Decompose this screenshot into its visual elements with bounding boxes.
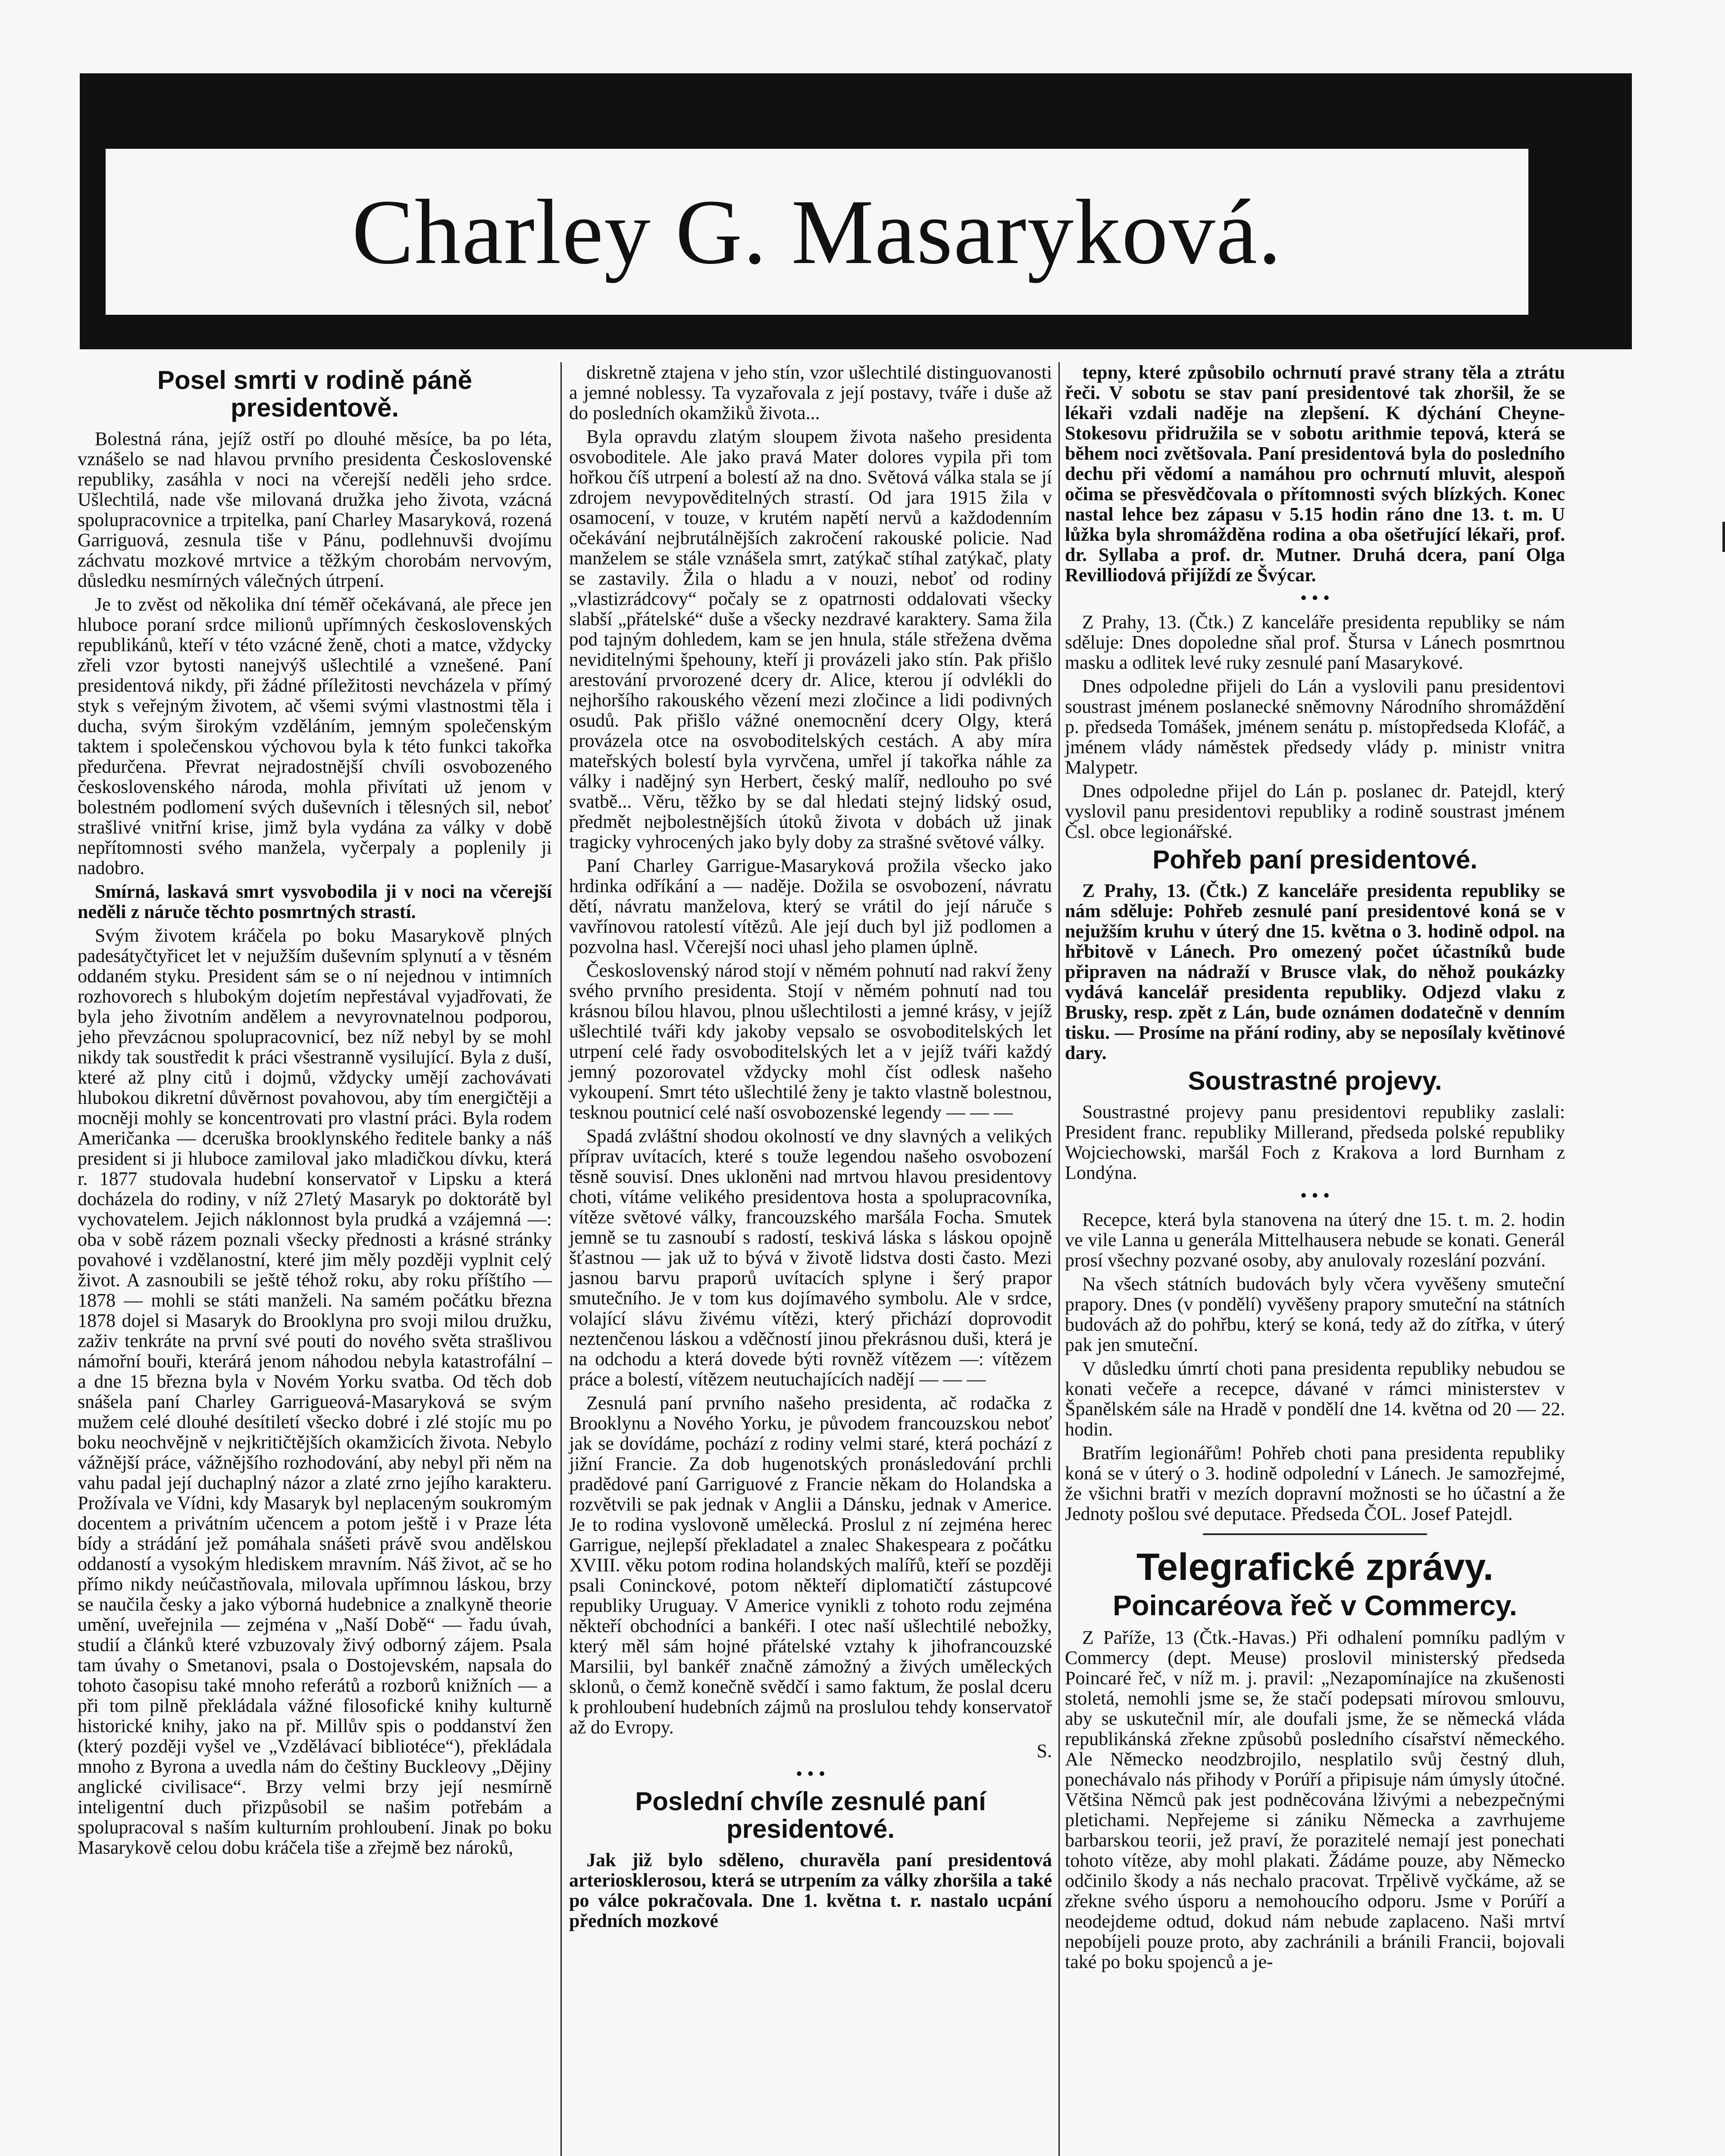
paragraph: Byla opravdu zlatým sloupem života našeho presidenta osvoboditele. Ale jako pravá Mater dolores vypila při tom hořkou číš utrpení a bolestí až na dno. Světová válka stala se jí zdrojem nevypověditelných strastí. Od jara 1915 žila v osamocení, v touze, v krutém napětí nervů a každodenním očekávání nejbrutálnějších zakročení rakouské policie. Nad manželem se stále vznášela smrt, zatýkač stíhal zatýkač, platy se zastavily. Žila o hladu a v nouzi, neboť od rodiny „vlastizrádcovy“ počaly se z opatrnosti oddalovati všecky slabší „přátelské“ duše a všecky nezdravé karaktery. Sama žila pod tajným dohledem, kam se jen hnula, stále střežena dvěma neviditelnými špehouny, kteří ji provázeli jako stín. Pak přišlo arestování prvorozené dcery dr. Alice, kterou jí odvlékli do nejhoršího rakouského vězení mezi zločince a lidi podivných osudů. Pak přišlo vážné onemocnění dcery Olgy, která provázela otce na osvoboditelských cestách. A aby míra mateřských bolestí byla vyrvčena, umřel jí takořka náhle za války i nadějný syn Herbert, český malíř, nedlouho po své svatbě... Věru, těžko by se dal hledati stejný lidský osud, předmět nejbolestnějších útoků života v dobách už jinak tragicky vyhrocených jako byly doby za strašné světové války. bbox=[569, 426, 1052, 852]
separator-dots: • • • bbox=[1300, 587, 1330, 608]
page-title: Charley G. Masaryková. bbox=[352, 180, 1282, 283]
article-heading: Soustrastné projevy. bbox=[1188, 1066, 1442, 1095]
paragraph: Z Paříže, 13 (Čtk.-Havas.) Při odhalení pomníku padlým v Commercy (dept. Meuse) proslovil ministerský předseda Poincaré řeč, v níž m. j. pravil: „Nezapomínajíce na zkušenosti stoletá, nemohli jsme se, že stačí podepsati mírovou smlouvu, aby se uskutečnil mír, ale doufali jsme, že se německá vláda republikánská zřekne způsobů posledního císařství německého. Ale Německo neodzbrojilo, nesplatilo svůj čestný dluh, ponechávalo nás přihody v Porúří a připisuje nám úmysly útočné. Většina Němců pak jest podněcována lživými a nebezpečnými pletichami. Nepřejeme si zániku Německa a zavrhujeme barbarskou teorii, jež praví, že porazitelé nemají jest ponechati tohoto vítěze, aby mohl plakati. Žádáme pouze, aby Německo odčinilo škody a nás nechalo pracovat. Trpělivě vyčkáme, až se zřekne svého úsporu a nemohoucího odporu. Jsme v Porúří a neodejdeme odtud, dokud nám nebude zaplaceno. Naši mrtví nepobíjeli pouze proto, aby zachránili a bránili Francii, bojovali také po boku spojenců a je- bbox=[1065, 1627, 1565, 1972]
paragraph: diskretně ztajena v jeho stín, vzor ušlechtilé distinguovanosti a jemné noblessy. Ta vyzařovala z její postavy, tváře i duše až do posledních okamžiků života... bbox=[569, 362, 1052, 423]
paragraph: Svým životem kráčela po boku Masarykově plných padesátyčtyřicet let v nejužším duševním splynutí a v těsném oddaném styku. President sám se o ní nejednou v intimních rozhovorech s hlubokým dojetím nepřestával vyjadřovati, že byla jeho životním andělem a nevyrovnatelnou podporou, jeho převzácnou spolupracovnicí, bez níž nebyl by se mohl nikdy tak soustředit k práci všestranně vysilující. Byla z duší, které až plny citů i dojmů, vždycky umějí zachovávati hlubokou dikretní důvěrnost povahovou, aby tím energičtěji a mocněji mohly se koncentrovati pro vlastní práci. Byla rodem Američanka — dceruška brooklynského ředitele banky a náš president si ji hluboce zamiloval jako mladičkou dívku, která r. 1877 studovala hudební konservatoř v Lipsku a která docházela do rodiny, v níž 27letý Masaryk po doktorátě byl vychovatelem. Jejich náklonnost byla prudká a vzájemná —: oba v sobě rázem poznali všecky přednosti a krásné stránky povahové i vzdělanostní, které jim měly později vyplnit celý život. A zasnoubili se ještě téhož roku, aby roku příštího — 1878 — mohli se státi manželi. Na samém počátku března 1878 dojel si Masaryk do Brooklyna pro svoji milou družku, zaživ tenkráte na první své pouti do nového světa strašlivou námořní bouři, kterárá jenom náhodou nebyla katastrofální – a dne 15 března byla v Novém Yorku svatba. Od těch dob snášela paní Charley Garrigueová-Masaryková se svým mužem celé dlouhé desítiletí všecko dobré i zlé stojíc mu po boku neochvějně v nejkritičtějších okamžicích života. Nebylo vážnější práce, vážnějšího rozhodování, aby nebyl při něm na vahu padal její duchaplný názor a zlaté zrno jejího karakteru. Prožívala ve Vídni, kdy Masaryk byl neplaceným soukromým docentem a privátním učencem a potom ještě i v Praze léta bídy a strádání jež pomáhala snášeti právě svou andělskou oddaností a vysokým hlediskem mravním. Náš život, ač se ho přímo nikdy neúčastňovala, milovala upřímnou láskou, brzy se naučila česky a jako výborná hudebnice a znalkyně theorie umění, uveřejnila — zejména v „Naší Době“ — řadu úvah, studií a článků které vzbuzovaly živý odborný zájem. Psala tam úvahy o Smetanovi, psala o Dostojevském, napsala do tohoto časopisu také mnoho referátů a rozborů knižních — a při tom pilně překládala vážné filosofické knihy kulturně historické knihy, jako na př. Millův spis o poddanství žen (který později vyšel ve „Vzdělávací bibliotéce“), překládala mnoho z Byrona a uvedla nám do češtiny Buckleovy „Dějiny anglické civilisace“. Brzy velmi brzy její nesmírně inteligentní duch přizpůsobil se našim potřebám a spolupracoval s naším kulturním prohloubení. Jinak po boku Masarykově celou dobu kráčela tiše a zřejmě bez nároků, bbox=[78, 925, 552, 1858]
article-heading: Pohřeb paní presidentové. bbox=[1152, 845, 1478, 874]
paragraph: Jak již bylo sděleno, churavěla paní presidentová arteriosklerosou, která se utrpením za války zhoršila a také po válce pokračovala. Dne 1. května t. r. nastalo ucpání předních mozkové bbox=[569, 1849, 1052, 1931]
paragraph: tepny, které způsobilo ochrnutí pravé strany těla a ztrátu řeči. V sobotu se stav paní presidentové tak zhoršil, že se lékaři vzdali naděje na zlepšení. K dýchání Cheyne-Stokesovu přidružila se v sobotu arithmie tepová, která se během noci zvětšovala. Paní presidentová byla do posledního dechu při vědomí a namáhou pro ochrnutí mluvit, alespoň očima se přesvědčovala o přítomnosti svých blízkých. Konec nastal lehce bez zápasu v 5.15 hodin ráno dne 13. t. m. U lůžka byla shromážděna rodina a oba ošetřující lékaři, prof. dr. Syllaba a prof. dr. Mutner. Druhá dcera, paní Olga Revilliodová přijíždí ze Švýcar. bbox=[1065, 362, 1565, 586]
paragraph: Z Prahy, 13. (Čtk.) Z kanceláře presidenta republiky se nám sděluje: Pohřeb zesnulé paní presidentové koná se v nejužším kruhu v úterý dne 15. května o 3. hodině odpol. na hřbitově v Lánech. Pro omezený počet účastníků bude připraven na nádraží v Brusce vlak, do něhož poukázky vydává kancelář presidenta republiky. Odjezd vlaku z Brusky, resp. zpět z Lán, bude oznámen dodatečně v denním tisku. — Prosíme na přání rodiny, aby se neposílaly květinové dary. bbox=[1065, 880, 1565, 1063]
paragraph: Bolestná rána, jejíž ostří po dlouhé měsíce, ba po léta, vznášelo se nad hlavou prvního presidenta Československé republiky, zasáhla v noci na včerejší neděli jeho srdce. Ušlechtilá, nade vše milovaná družka jeho života, vzácná spolupracovnice a trpitelka, paní Charley Masaryková, rozená Garriguová, zesnula tiše v Pánu, podlehnuvši dvojímu záchvatu mozkové mrtvice a těžkým chorobám nervovým, důsledku nesmírných válečných útrpení. bbox=[78, 428, 552, 591]
edge-mark bbox=[1722, 522, 1725, 552]
column-divider bbox=[560, 362, 562, 2156]
paragraph: Zesnulá paní prvního našeho presidenta, ač rodačka z Brooklynu a Nového Yorku, je původem francouzskou neboť jak se dovídáme, pochází z rodiny velmi staré, která pochází z jižní Francie. Za dob hugenotských pronásledování prchli pradědové paní Garriguové z Francie někam do Holandska a rozvětvili se pak jednak v Anglii a Dánsku, jednak v Americe. Je to rodina vyslovoně umělecká. Proslul z ní zejména herec Garrigue, nejlepší překladatel a znalec Shakespeara z počátku XVIII. věku potom rodina holandských malířů, kteří se později psali Coninckové, potom někteří diplomatičtí zástupcové republiky Uruguay. V Americe vynikli z tohoto rodu zejména někteří obchodníci a bankéři. I otec naší ušlechtilé nebožky, který měl sám hojné přátelské vztahy k jihofrancouzské Marsilii, byl bankéř značně zámožný a živých uměleckých sklonů, o čemž konečně svědčí i samo faktum, že poslal dceru k prohloubení hudebních zájmů na proslulou tehdy konservatoř až do Evropy. bbox=[569, 1392, 1052, 1738]
separator-dots: • • • bbox=[795, 1763, 826, 1784]
paragraph: Smírná, laskavá smrt vysvobodila ji v noci na včerejší neděli z náruče těchto posmrtných strastí. bbox=[78, 881, 552, 922]
column-1 bbox=[78, 362, 552, 1861]
article-heading: Poslední chvíle zesnulé paní presidentové. bbox=[635, 1787, 986, 1843]
paragraph: Spadá zvláštní shodou okolností ve dny slavných a velikých příprav uvítacích, které s touže legendou našeho osvobození těsně souvisí. Dnes ukloněni nad mrtvou hlavou presidentovy choti, vítáme velikého presidentova hosta a spolupracovníka, vítěze světové války, francouzského maršála Focha. Smutek jemně se tu zasnoubí s radostí, teskivá láska s láskou opojně šťastnou — jak už to bývá v životě lidstva dosti často. Mezi jasnou barvu praporů uvítacích splyne i šerý prapor smutečního. Je v tom kus dojímavého symbolu. Ale v srdce, volající slávu živému vítězi, který přichází doprovodit neztenčenou láskou a vděčností jinou překrásnou duši, která je na odchodu a která dovede býti rovněž vítězem —: vítězem práce a bolestí, vítězem neutuchajících nadějí — — — bbox=[569, 1125, 1052, 1390]
section-heading: Telegrafické zprávy. bbox=[1136, 1545, 1494, 1588]
paragraph: Československý národ stojí v němém pohnutí nad rakví ženy svého prvního presidenta. Stojí v němém pohnutí nad tou krásnou bílou hlavou, plnou ušlechtilosti a jemné krásy, v jejíž ušlechtilé tváři kdy jakoby vepsalo se osvoboditelských let utrpení celé řady osvoboditelských let a v jejíž tváři každý jemný pozorovatel vždycky mohl číst odlesk našeho vykoupení. Smrt této ušlechtilé ženy je takto vlastně bolestnou, tesknou poutnicí celé naší osvobozenské legendy — — — bbox=[569, 960, 1052, 1123]
column-divider bbox=[1058, 362, 1060, 2156]
paragraph: V důsledku úmrtí choti pana presidenta republiky nebudou se konati večeře a recepce, dávané v rámci ministerstev v Španělském sále na Hradě v pondělí dne 14. května od 20 — 22. hodin. bbox=[1065, 1358, 1565, 1440]
paragraph: Soustrastné projevy panu presidentovi republiky zaslali: President franc. republiky Millerand, předseda polské republiky Wojciechowski, maršál Foch z Krakova a lord Burnham z Londýna. bbox=[1065, 1101, 1565, 1183]
article-heading: Posel smrti v rodině páně presidentově. bbox=[157, 366, 473, 422]
signature: S. bbox=[1036, 1740, 1052, 1761]
separator-dots: • • • bbox=[1300, 1185, 1330, 1206]
paragraph: Dnes odpoledne přijeli do Lán a vyslovili panu presidentovi soustrast jménem poslanecké sněmovny Národního shromáždění p. předseda Tomášek, jménem senátu p. místopředseda Klofáč, a jménem vlády náměstek předsedy vlády p. ministr vnitra Malypetr. bbox=[1065, 676, 1565, 778]
title-box bbox=[106, 149, 1528, 315]
column-3 bbox=[1065, 362, 1565, 1975]
paragraph: Paní Charley Garrigue-Masaryková prožila všecko jako hrdinka odříkání a — naděje. Dožila se osvobození, návratu dětí, návratu manželova, který se vrátil do její náruče s vavřínovou ratolestí vítězů. Ale její duch byl již podlomen a pozvolna hasl. Včerejší noci uhasl jeho plamen úplně. bbox=[569, 855, 1052, 957]
paragraph: Je to zvěst od několika dní téměř očekávaná, ale přece jen hluboce poraní srdce milionů upřímných československých republikánů, kteří v této vzácné ženě, choti a matce, vždycky zřeli vzor bytosti nanejvýš ušlechtilé a vznešené. Paní presidentová nikdy, při žádné příležitosti nevcházela v přímý styk s veřejným životem, ač všemi svými vlastnostmi těla i ducha, svým širokým vzděláním, jemným společenským taktem i společenskou výchovou byla k této funkci takořka předurčena. Převrat nejradostnější chvíli osvobozeného československého národa, mohla přivítati už jenom v bolestném podlomení svých duševních i tělesných sil, neboť strašlivé vnitřní krise, jimž byla vydána za války v době nepřítomnosti svého manžela, vyčerpaly a poplenily ji nadobro. bbox=[78, 594, 552, 878]
paragraph: Na všech státních budovách byly včera vyvěšeny smuteční prapory. Dnes (v pondělí) vyvěšeny prapory smuteční na státních budovách až do pohřbu, který se koná, tedy až do zítřka, v úterý pak jen smuteční. bbox=[1065, 1273, 1565, 1355]
section-rule bbox=[1203, 1533, 1427, 1535]
column-2 bbox=[569, 362, 1052, 1934]
paragraph: Z Prahy, 13. (Čtk.) Z kanceláře presidenta republiky se nám sděluje: Dnes dopoledne sňal prof. Štursa v Lánech posmrtnou masku a odlitek levé ruky zesnulé paní Masarykové. bbox=[1065, 611, 1565, 673]
paragraph: Bratřím legionářům! Pohřeb choti pana presidenta republiky koná se v úterý o 3. hodině odpolední v Lánech. Je samozřejmé, že všichni bratři v mezích dopravní možnosti se ho účastní a že Jednoty pošlou své deputace. Předseda ČOL. Josef Patejdl. bbox=[1065, 1442, 1565, 1524]
paragraph: Recepce, která byla stanovena na úterý dne 15. t. m. 2. hodin ve vile Lanna u generála Mittelhausera nebude se konati. Generál prosí všechny pozvané osoby, aby anulovaly rozeslání pozvání. bbox=[1065, 1209, 1565, 1271]
article-heading: Poincaréova řeč v Commercy. bbox=[1113, 1589, 1517, 1621]
paragraph: Dnes odpoledne přijel do Lán p. poslanec dr. Patejdl, který vyslovil panu presidentovi republiky a rodině soustrast jménem Čsl. obce legionářské. bbox=[1065, 780, 1565, 842]
